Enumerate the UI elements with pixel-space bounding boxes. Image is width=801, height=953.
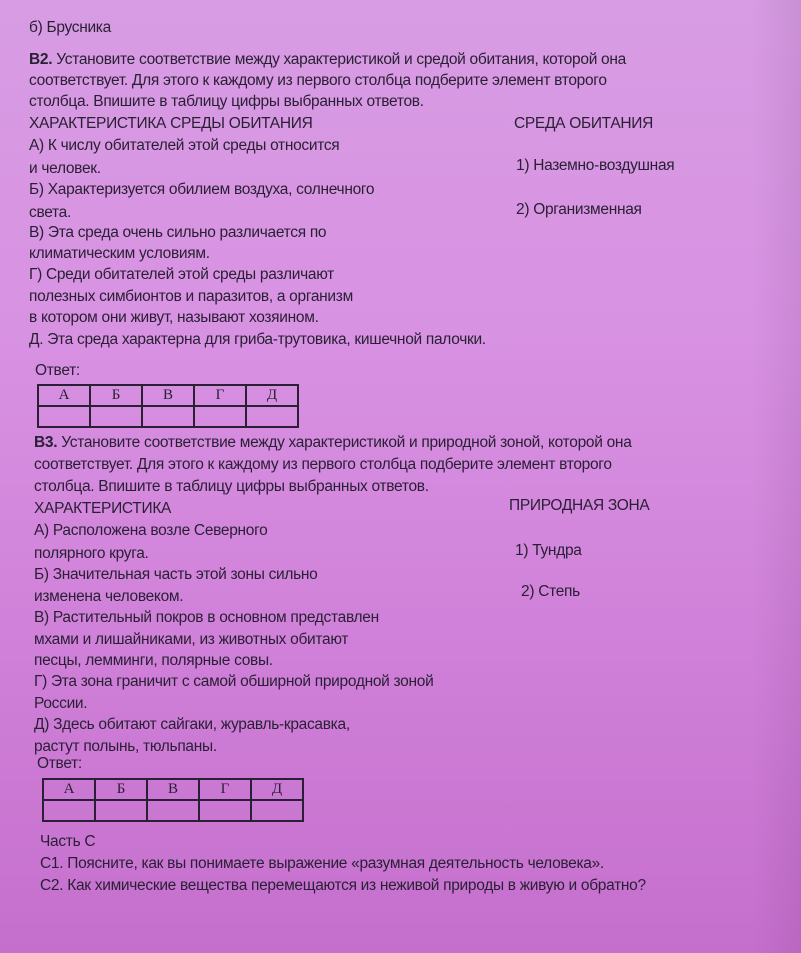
b2-intro-line-3: столбца. Впишите в таблицу цифры выбранных ответов. xyxy=(29,93,424,110)
b2-header-a: А xyxy=(38,385,90,406)
previous-answer-line: б) Брусника xyxy=(29,19,111,36)
b3-item-d-line-1: Д) Здесь обитают сайгаки, журавль-красавка, xyxy=(34,716,350,733)
b2-column-header-characteristic: ХАРАКТЕРИСТИКА СРЕДЫ ОБИТАНИЯ xyxy=(29,115,313,132)
b2-answer-label: Ответ: xyxy=(35,362,80,379)
b3-option-1: 1) Тундра xyxy=(515,542,582,559)
b3-intro-text: Установите соответствие между характеристикой и природной зоной, которой она xyxy=(61,434,632,451)
b2-item-d-line: Д. Эта среда характерна для гриба-трутовика, кишечной палочки. xyxy=(29,331,486,348)
b3-intro-line-1: В3. Установите соответствие между характеристикой и природной зоной, которой она xyxy=(34,434,632,451)
b2-header-g: Г xyxy=(194,385,246,406)
b3-item-v-line-1: В) Растительный покров в основном представлен xyxy=(34,609,379,626)
b2-intro-text: Установите соответствие между характеристикой и средой обитания, которой она xyxy=(56,51,626,68)
table-answer-row xyxy=(38,406,298,427)
b3-item-v-line-3: песцы, лемминги, полярные совы. xyxy=(34,652,273,669)
b2-option-2: 2) Организменная xyxy=(516,201,642,218)
b3-column-header-characteristic: ХАРАКТЕРИСТИКА xyxy=(34,500,172,517)
b3-answer-table xyxy=(42,778,304,822)
b2-item-a-line-1: А) К числу обитателей этой среды относится xyxy=(29,137,340,154)
table-header-row xyxy=(43,779,303,800)
table-answer-row xyxy=(43,800,303,821)
b2-item-g-line-3: в котором они живут, называют хозяином. xyxy=(29,309,319,326)
b3-answer-cell-g[interactable] xyxy=(199,800,251,821)
b2-answer-cell-g[interactable] xyxy=(194,406,246,427)
b3-header-b: Б xyxy=(95,779,147,800)
b2-item-g-line-2: полезных симбионтов и паразитов, а организм xyxy=(29,288,353,305)
b2-item-v-line-2: климатическим условиям. xyxy=(29,245,210,262)
b2-item-b-line-1: Б) Характеризуется обилием воздуха, солнечного xyxy=(29,181,375,198)
b3-answer-cell-b[interactable] xyxy=(95,800,147,821)
b2-answer-cell-d[interactable] xyxy=(246,406,298,427)
part-c-title: Часть С xyxy=(40,833,96,850)
b3-intro-line-2: соответствует. Для этого к каждому из первого столбца подберите элемент второго xyxy=(34,456,612,473)
b3-item-b-line-2: изменена человеком. xyxy=(34,588,184,605)
b3-header-a: А xyxy=(43,779,95,800)
b2-intro-line-1: В2. Установите соответствие между характеристикой и средой обитания, которой она xyxy=(29,51,626,68)
b2-answer-cell-v[interactable] xyxy=(142,406,194,427)
b2-answer-table xyxy=(37,384,299,428)
b3-item-a-line-2: полярного круга. xyxy=(34,545,149,562)
question-c2: С2. Как химические вещества перемещаются из неживой природы в живую и обратно? xyxy=(40,877,646,894)
b3-option-2: 2) Степь xyxy=(521,583,580,600)
b3-item-b-line-1: Б) Значительная часть этой зоны сильно xyxy=(34,566,318,583)
b2-intro-line-2: соответствует. Для этого к каждому из первого столбца подберите элемент второго xyxy=(29,72,607,89)
b3-item-d-line-2: растут полынь, тюльпаны. xyxy=(34,738,217,755)
b2-header-b: Б xyxy=(90,385,142,406)
b2-item-a-line-2: и человек. xyxy=(29,160,101,177)
b3-column-header-zone: ПРИРОДНАЯ ЗОНА xyxy=(509,497,650,514)
table-header-row xyxy=(38,385,298,406)
b3-header-d: Д xyxy=(251,779,303,800)
b2-option-1: 1) Наземно-воздушная xyxy=(516,157,675,174)
b3-header-v: В xyxy=(147,779,199,800)
b2-item-g-line-1: Г) Среди обитателей этой среды различают xyxy=(29,266,334,283)
question-c1: С1. Поясните, как вы понимаете выражение «разумная деятельность человека». xyxy=(40,855,604,872)
b3-item-v-line-2: мхами и лишайниками, из животных обитают xyxy=(34,631,349,648)
b3-answer-label: Ответ: xyxy=(37,755,82,772)
b2-item-v-line-1: В) Эта среда очень сильно различается по xyxy=(29,224,327,241)
b3-item-g-line-1: Г) Эта зона граничит с самой обширной природной зоной xyxy=(34,673,434,690)
b2-answer-cell-a[interactable] xyxy=(38,406,90,427)
b3-header-g: Г xyxy=(199,779,251,800)
b2-header-d: Д xyxy=(246,385,298,406)
b2-item-b-line-2: света. xyxy=(29,204,71,221)
b3-answer-cell-d[interactable] xyxy=(251,800,303,821)
b2-answer-cell-b[interactable] xyxy=(90,406,142,427)
b2-column-header-habitat: СРЕДА ОБИТАНИЯ xyxy=(514,115,654,132)
b3-answer-cell-a[interactable] xyxy=(43,800,95,821)
b2-header-v: В xyxy=(142,385,194,406)
photo-edge-shade xyxy=(751,0,801,953)
b3-intro-line-3: столбца. Впишите в таблицу цифры выбранных ответов. xyxy=(34,478,429,495)
b3-item-g-line-2: России. xyxy=(34,695,88,712)
b3-item-a-line-1: А) Расположена возле Северного xyxy=(34,522,268,539)
b3-answer-cell-v[interactable] xyxy=(147,800,199,821)
